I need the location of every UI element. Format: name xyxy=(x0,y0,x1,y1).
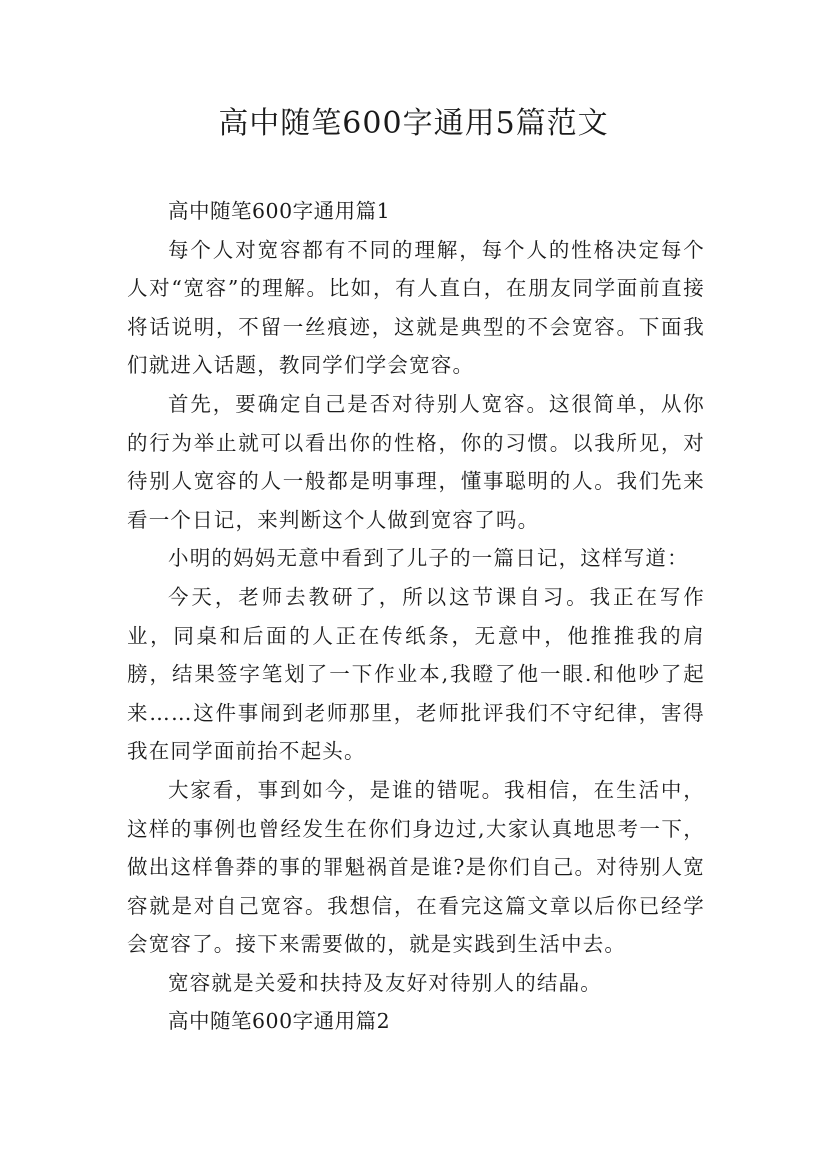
paragraph: 首先，要确定自己是否对待别人宽容。这很简单，从你的行为举止就可以看出你的性格，你的习惯。以我所见，对待别人宽容的人一般都是明事理，懂事聪明的人。我们先来看一个日记，来判断这个人做到宽容了吗。 xyxy=(127,391,705,532)
document-body xyxy=(127,192,705,1041)
paragraph: 大家看，事到如今，是谁的错呢。我相信，在生活中，这样的事例也曾经发生在你们身边过,大家认真地思考一下，做出这样鲁莽的事的罪魁祸首是谁?是你们自己。对待别人宽容就是对自己宽容。我想信，在看完这篇文章以后你已经学会宽容了。接下来需要做的，就是实践到生活中去。 xyxy=(127,777,705,957)
section-heading: 高中随笔600字通用篇2 xyxy=(168,1009,391,1034)
paragraph: 每个人对宽容都有不同的理解，每个人的性格决定每个人对“宽容”的理解。比如，有人直白，在朋友同学面前直接将话说明，不留一丝痕迹，这就是典型的不会宽容。下面我们就进入话题，教同学们学会宽容。 xyxy=(127,237,705,378)
document-title: 高中随笔600字通用5篇范文 xyxy=(218,106,609,141)
paragraph: 宽容就是关爱和扶持及友好对待别人的结晶。 xyxy=(168,970,602,995)
section-heading: 高中随笔600字通用篇1 xyxy=(168,199,391,223)
paragraph: 今天，老师去教研了，所以这节课自习。我正在写作业，同桌和后面的人正在传纸条，无意中，他推推我的肩膀，结果签字笔划了一下作业本,我瞪了他一眼.和他吵了起来……这件事闹到老师那里，老师批评我们不守纪律，害得我在同学面前抬不起头。 xyxy=(127,584,705,764)
paragraph: 小明的妈妈无意中看到了儿子的一篇日记，这样写道： xyxy=(168,546,689,571)
